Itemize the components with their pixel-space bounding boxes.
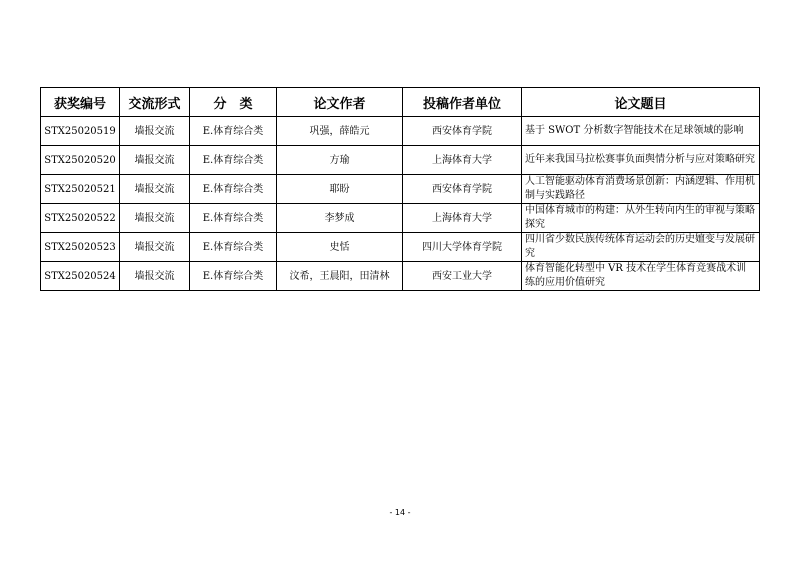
- page-number: - 14 -: [389, 508, 411, 517]
- cell-format: 墙报交流: [120, 146, 190, 175]
- cell-award-no: STX25020522: [41, 204, 120, 233]
- header-authors: 论文作者: [277, 88, 403, 117]
- cell-category: E.体育综合类: [190, 146, 277, 175]
- table-row: [41, 204, 760, 233]
- cell-title: 中国体育城市的构建：从外生转向内生的审视与策略探究: [522, 204, 760, 233]
- cell-title: 体育智能化转型中 VR 技术在学生体育竞赛战术训练的应用价值研究: [522, 262, 760, 291]
- header-unit: 投稿作者单位: [403, 88, 522, 117]
- header-category: 分 类: [190, 88, 277, 117]
- cell-award-no: STX25020524: [41, 262, 120, 291]
- cell-format: 墙报交流: [120, 175, 190, 204]
- table-row: [41, 146, 760, 175]
- cell-unit: 四川大学体育学院: [403, 233, 522, 262]
- cell-award-no: STX25020521: [41, 175, 120, 204]
- cell-category: E.体育综合类: [190, 175, 277, 204]
- cell-authors: 李梦成: [277, 204, 403, 233]
- cell-authors: 史恬: [277, 233, 403, 262]
- cell-category: E.体育综合类: [190, 233, 277, 262]
- cell-authors: 汶希，王晨阳，田清林: [277, 262, 403, 291]
- cell-format: 墙报交流: [120, 204, 190, 233]
- cell-format: 墙报交流: [120, 117, 190, 146]
- table-row: [41, 175, 760, 204]
- cell-title: 基于 SWOT 分析数字智能技术在足球领域的影响: [522, 117, 760, 146]
- cell-category: E.体育综合类: [190, 117, 277, 146]
- header-format: 交流形式: [120, 88, 190, 117]
- cell-unit: 西安体育学院: [403, 117, 522, 146]
- cell-unit: 上海体育大学: [403, 146, 522, 175]
- cell-award-no: STX25020520: [41, 146, 120, 175]
- cell-format: 墙报交流: [120, 262, 190, 291]
- cell-authors: 耶盼: [277, 175, 403, 204]
- table-row: [41, 233, 760, 262]
- cell-authors: 巩强，薛皓元: [277, 117, 403, 146]
- cell-category: E.体育综合类: [190, 262, 277, 291]
- cell-format: 墙报交流: [120, 233, 190, 262]
- cell-authors: 方瑜: [277, 146, 403, 175]
- header-award-no: 获奖编号: [41, 88, 120, 117]
- table-header-row: [41, 88, 760, 117]
- header-title: 论文题目: [522, 88, 760, 117]
- table-row: [41, 262, 760, 291]
- cell-award-no: STX25020523: [41, 233, 120, 262]
- awards-table: [40, 87, 760, 291]
- cell-unit: 西安工业大学: [403, 262, 522, 291]
- cell-unit: 上海体育大学: [403, 204, 522, 233]
- cell-unit: 西安体育学院: [403, 175, 522, 204]
- cell-title: 近年来我国马拉松赛事负面舆情分析与应对策略研究: [522, 146, 760, 175]
- cell-category: E.体育综合类: [190, 204, 277, 233]
- table-row: [41, 117, 760, 146]
- cell-title: 人工智能驱动体育消费场景创新：内涵逻辑、作用机制与实践路径: [522, 175, 760, 204]
- cell-award-no: STX25020519: [41, 117, 120, 146]
- cell-title: 四川省少数民族传统体育运动会的历史嬗变与发展研究: [522, 233, 760, 262]
